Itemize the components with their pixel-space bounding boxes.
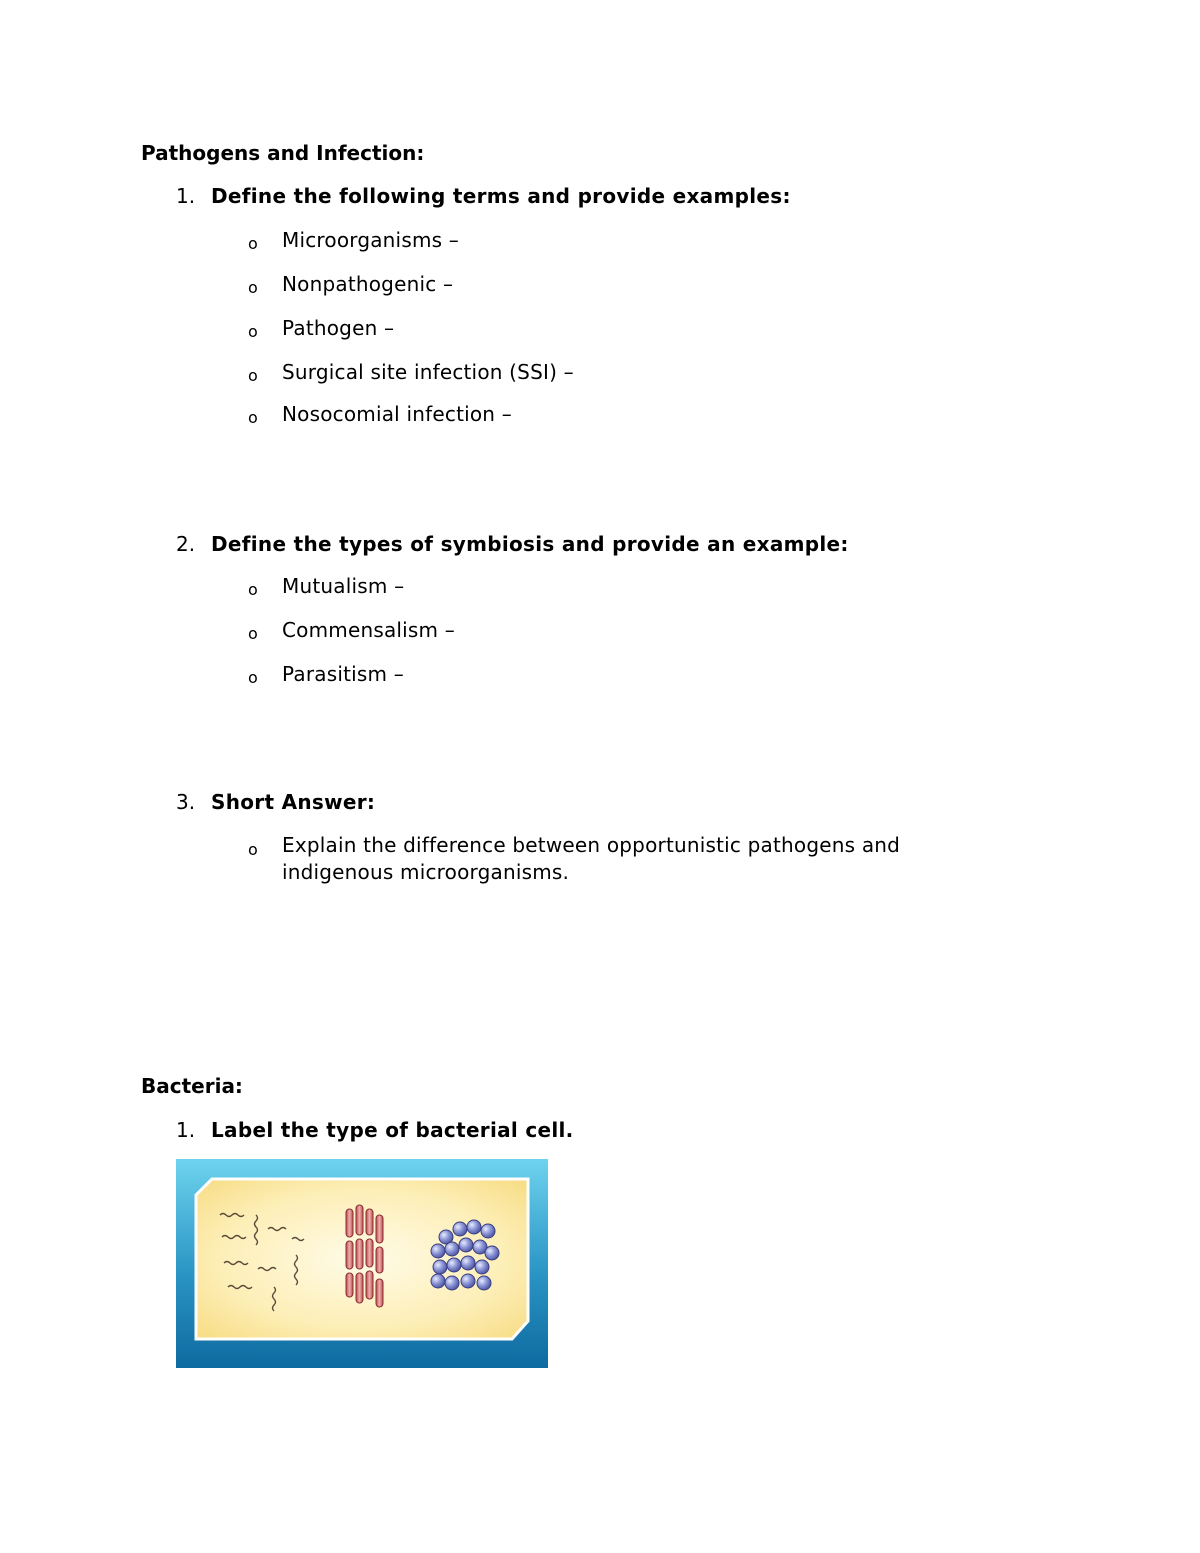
bullet-icon: o (248, 408, 258, 427)
rod-bacterium (346, 1241, 353, 1269)
round-bacterium (453, 1222, 467, 1236)
list-item: Pathogen – (282, 316, 395, 340)
question-text: Define the types of symbiosis and provide an example: (211, 532, 849, 556)
round-bacterium (433, 1260, 447, 1274)
list-item: Nonpathogenic – (282, 272, 454, 296)
list-item: Explain the difference between opportunistic pathogens and indigenous microorganisms. (282, 833, 901, 884)
round-bacterium (477, 1276, 491, 1290)
rod-bacterium (366, 1271, 373, 1299)
bacteria-shapes-figure (176, 1159, 548, 1368)
round-bacterium (431, 1244, 445, 1258)
list-item: Parasitism – (282, 662, 404, 686)
round-bacterium (459, 1238, 473, 1252)
list-item: Surgical site infection (SSI) – (282, 360, 574, 384)
list-item: Commensalism – (282, 618, 455, 642)
bullet-icon: o (248, 322, 258, 341)
section-title-pathogens: Pathogens and Infection: (141, 141, 425, 165)
list-item: Nosocomial infection – (282, 402, 512, 426)
list-item: Mutualism – (282, 574, 405, 598)
bullet-icon: o (248, 580, 258, 599)
bullet-icon: o (248, 366, 258, 385)
bullet-icon: o (248, 234, 258, 253)
bullet-icon: o (248, 624, 258, 643)
rod-bacterium (366, 1239, 373, 1267)
rod-bacterium (366, 1209, 373, 1235)
round-bacterium (467, 1220, 481, 1234)
question-number: 3. (176, 790, 196, 814)
rod-bacterium (346, 1209, 353, 1237)
rod-bacterium (356, 1273, 363, 1303)
question-text: Define the following terms and provide examples: (211, 184, 791, 208)
round-bacterium (485, 1246, 499, 1260)
question-number: 1. (176, 1118, 196, 1142)
bullet-icon: o (248, 840, 258, 859)
question-number: 2. (176, 532, 196, 556)
round-bacterium (481, 1224, 495, 1238)
bullet-icon: o (248, 668, 258, 687)
round-bacterium (445, 1242, 459, 1256)
rod-bacterium (376, 1279, 383, 1307)
rod-bacterium (376, 1215, 383, 1243)
section-title-bacteria: Bacteria: (141, 1074, 243, 1098)
round-bacterium (475, 1260, 489, 1274)
round-bacterium (445, 1276, 459, 1290)
round-bacterium (447, 1258, 461, 1272)
question-text: Short Answer: (211, 790, 376, 814)
rod-bacterium (356, 1205, 363, 1235)
bullet-icon: o (248, 278, 258, 297)
rod-bacterium (376, 1247, 383, 1273)
round-bacterium (461, 1256, 475, 1270)
round-bacterium (461, 1274, 475, 1288)
question-number: 1. (176, 184, 196, 208)
question-text: Label the type of bacterial cell. (211, 1118, 574, 1142)
list-item: Microorganisms – (282, 228, 459, 252)
round-bacterium (431, 1274, 445, 1288)
rod-bacterium (346, 1273, 353, 1297)
rod-bacterium (356, 1239, 363, 1269)
